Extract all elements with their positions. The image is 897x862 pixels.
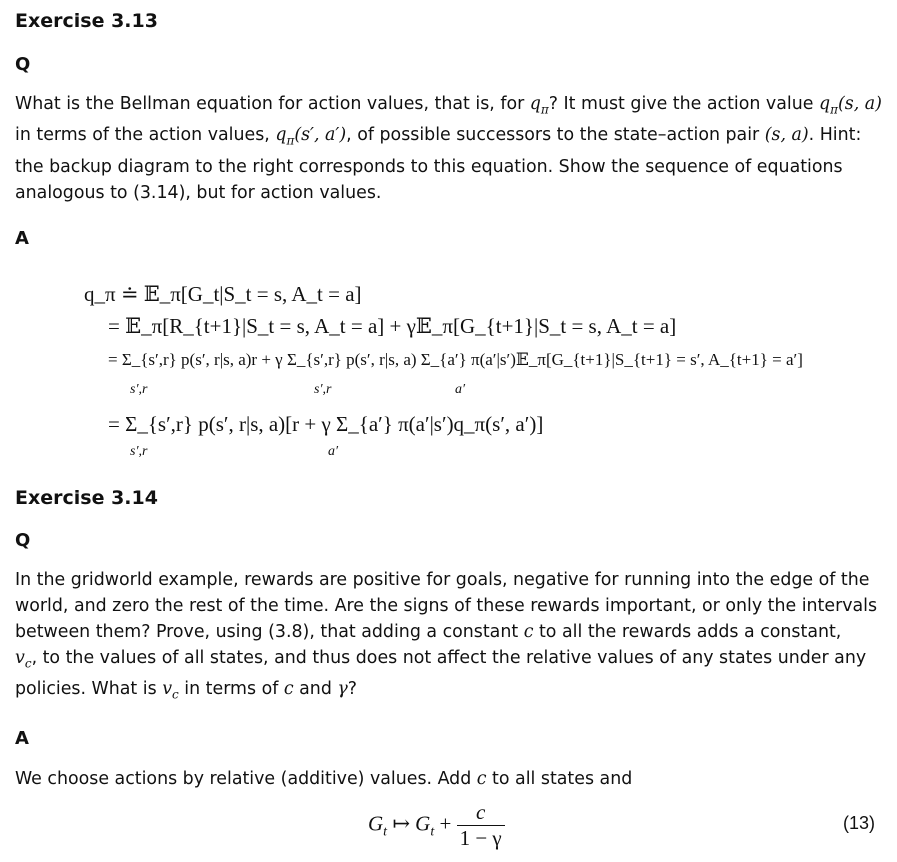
exercise-3-14-question	[15, 567, 882, 708]
math: (s, a)	[764, 125, 809, 146]
equation-text: = Σ_{s′,r} p(s′, r|s, a)r + γ Σ_{s′,r} p(s′, r|s, a) Σ_{a′} π(a′|s′)𝔼_π[G_{t+1}|S_{t+1} = s′, A_{t+1} = a′]	[108, 350, 803, 369]
equation-number: (13)	[843, 813, 876, 833]
math: v	[15, 648, 25, 668]
equation-text: q_π ≐ 𝔼_π[G_t|S_t = s, A_t = a]	[84, 282, 362, 306]
sum-subscript: s′,r	[314, 382, 332, 397]
question-line	[15, 645, 882, 676]
text: to all states and	[486, 769, 633, 789]
math: G	[415, 811, 431, 836]
sum-subscript: s′,r	[130, 444, 148, 459]
equation-text: = Σ_{s′,r} p(s′, r|s, a)[r + γ Σ_{a′} π(a′|s′)q_π(s′, a′)]	[108, 412, 544, 436]
math: q	[529, 94, 541, 114]
question-line: world, and zero the rest of the time. Are the signs of these rewards important, or only the intervals	[15, 596, 878, 616]
equation-13	[368, 800, 505, 851]
exercise-3-14-a-label: A	[15, 728, 29, 749]
question-line	[15, 91, 882, 122]
plus-symbol: +	[439, 811, 452, 836]
exercise-3-14-answer	[15, 766, 882, 792]
sum-subscript: a′	[328, 444, 339, 459]
sum-subscript: s′,r	[130, 382, 148, 397]
text: between them? Prove, using (3.8), that adding a constant	[15, 622, 524, 642]
exercise-3-13-question	[15, 91, 882, 206]
text: ?	[347, 679, 358, 700]
math: (s′, a′)	[294, 125, 347, 146]
fraction-numerator: c	[475, 800, 486, 824]
math: v	[162, 679, 173, 700]
math: c	[476, 769, 487, 789]
math: c	[523, 622, 534, 642]
fraction-denominator: 1 − γ	[457, 825, 505, 851]
text: . Hint:	[808, 125, 862, 146]
fraction	[457, 800, 505, 851]
text: , of possible successors to the state–action pair	[346, 125, 765, 146]
question-line: analogous to (3.14), but for action values.	[15, 182, 382, 203]
equation-line-3	[108, 350, 803, 370]
text: and	[293, 679, 338, 700]
math: π	[540, 102, 549, 117]
equation-line-4	[108, 412, 543, 437]
question-line: the backup diagram to the right corresponds to this equation. Show the sequence of equations	[15, 156, 843, 177]
math: π	[830, 102, 838, 117]
exercise-3-14-q-label: Q	[15, 530, 31, 551]
math: q	[275, 125, 287, 146]
equation-line-1	[84, 282, 362, 307]
text: , to the values of all states, and thus does not affect the relative values of any states under any	[31, 648, 867, 668]
sum-subscript: a′	[455, 382, 466, 397]
math: (s, a)	[837, 94, 882, 114]
text: What is the Bellman equation for action values, that is, for	[15, 94, 530, 114]
answer-line	[15, 766, 882, 792]
math: γ	[337, 679, 348, 700]
exercise-3-13-title: Exercise 3.13	[15, 10, 158, 32]
equation-text: = 𝔼_π[R_{t+1}|S_t = s, A_t = a] + γ𝔼_π[G_{t+1}|S_t = s, A_t = a]	[108, 314, 677, 338]
text: We choose actions by relative (additive) values. Add	[15, 769, 477, 789]
math: c	[283, 679, 294, 700]
math: c	[24, 656, 32, 671]
question-line	[15, 619, 882, 645]
math: π	[286, 133, 295, 148]
text: to all the rewards adds a constant,	[533, 622, 842, 642]
math: q	[818, 94, 831, 114]
exercise-3-14-title: Exercise 3.14	[15, 487, 158, 509]
equation-line-2	[108, 314, 676, 339]
maps-to-symbol: ↦	[392, 811, 410, 836]
question-line	[15, 676, 882, 707]
question-line	[15, 122, 882, 153]
math: t	[430, 824, 435, 840]
math: t	[383, 824, 388, 840]
exercise-3-13-q-label: Q	[15, 54, 31, 75]
text: ? It must give the action value	[548, 94, 819, 114]
math: c	[172, 687, 179, 702]
question-line: In the gridworld example, rewards are positive for goals, negative for running into the edge of the	[15, 570, 870, 590]
math: G	[368, 811, 384, 836]
text: policies. What is	[15, 679, 163, 700]
text: in terms of the action values,	[15, 125, 276, 146]
exercise-3-13-a-label: A	[15, 228, 29, 249]
text: in terms of	[178, 679, 284, 700]
